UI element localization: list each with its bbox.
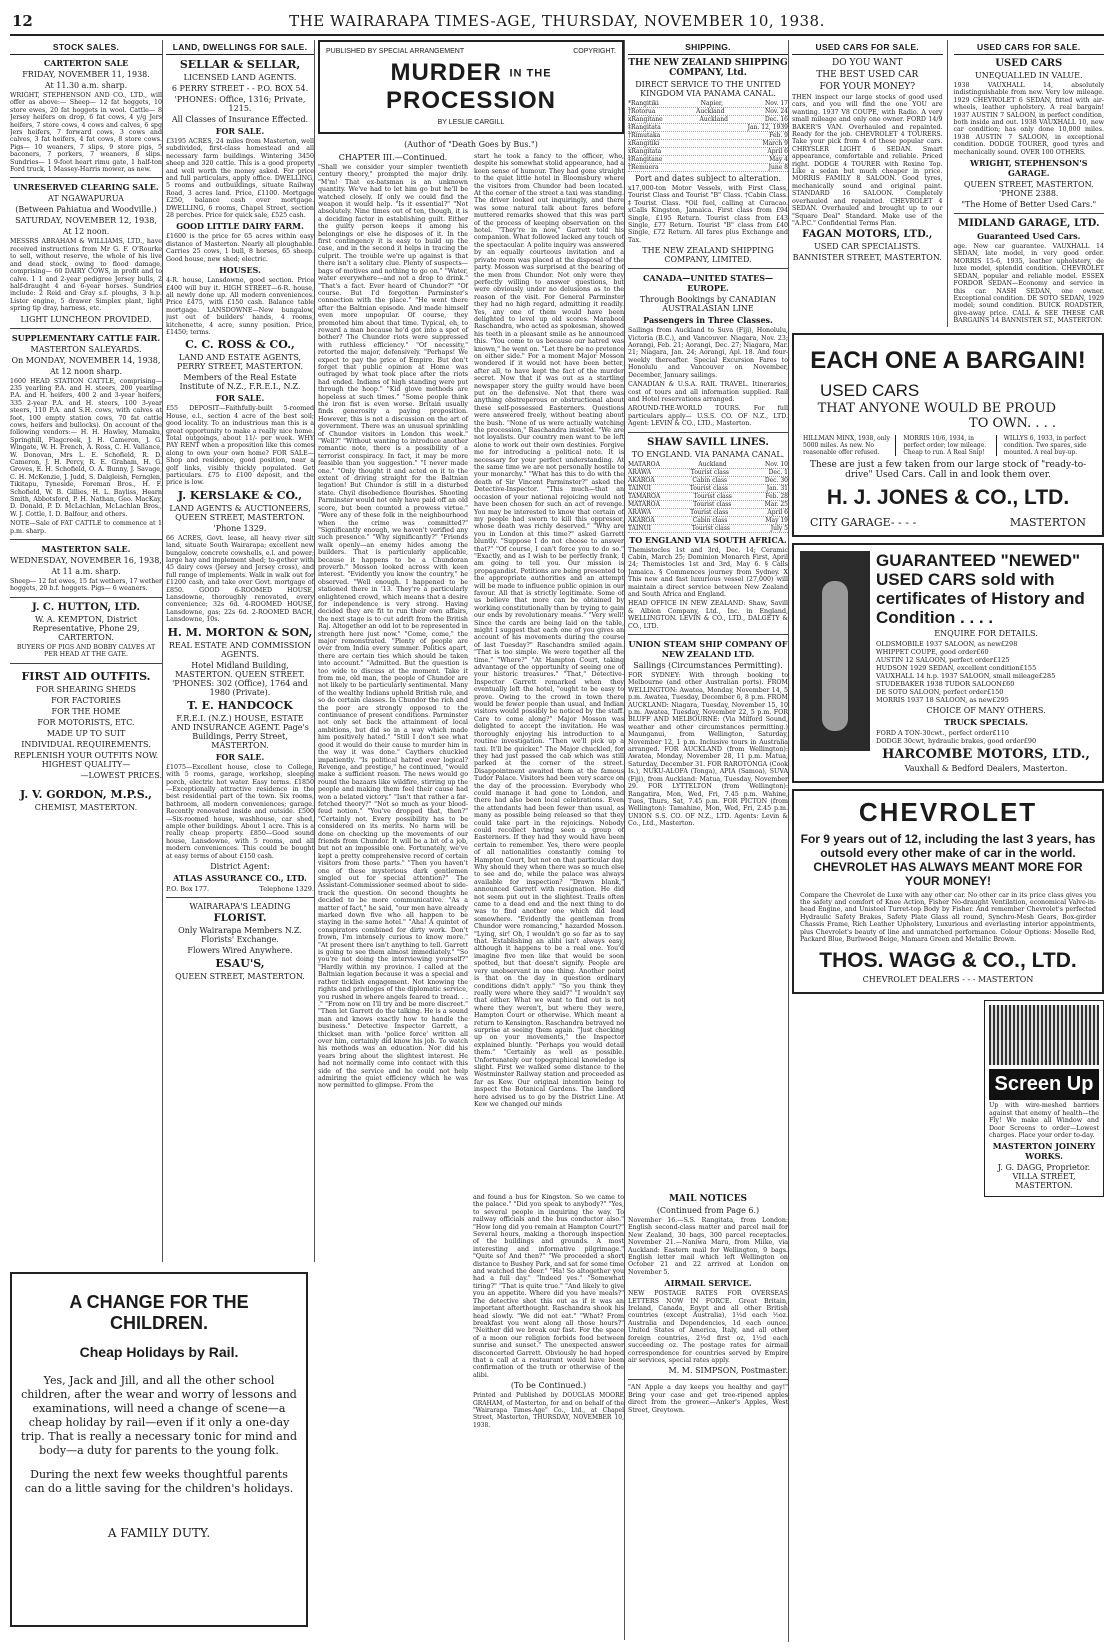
- table-row: [628, 124, 788, 132]
- fagan-subtitle: USED CAR SPECIALISTS.: [814, 242, 921, 252]
- table-cell: Nov. 24: [765, 108, 788, 115]
- table-cell: Nov. 17: [764, 100, 788, 107]
- hutton-representative: W. A. KEMPTON, District Representative, Phone 29, CARTERTON.: [32, 614, 140, 642]
- sellar-body: £3195 ACRES, 24 miles from Masterton, well subdivided, first-class homestead and all necessary farm buildings. Wintering 3450 sheep and 320 cattle. This is a good property and well worth the money asked. For price and full particulars, apply office. DWELLING, 5 rooms and outbuildings, situate Railway Road, 3 acres land. Price, £1100. Mortgage £250, balance cash over mortgage. DWELLING, 6 rooms, Chapel Street, section 28 perches. Price for quick sale, £525 cash.: [166, 138, 314, 220]
- morton-subtitle: REAL ESTATE AND COMMISSION AGENTS.: [168, 640, 312, 659]
- table-cell: Dec. 1: [768, 468, 788, 476]
- table-cell: *Rangitiki: [628, 100, 659, 107]
- midland-subtitle: Guaranteed Used Cars.: [977, 231, 1081, 242]
- shaw-savill-subtitle: TO ENGLAND. VIA PANAMA CANAL.: [631, 449, 785, 459]
- serial-to-be-continued: (To be Continued.): [510, 1381, 587, 1391]
- table-cell: ARAWA: [628, 468, 652, 476]
- table-row: [876, 640, 1096, 648]
- handcock-subtitle: F.R.E.I. (N.Z.) HOUSE, ESTATE AND INSURANCE AGENT. Page's Buildings, Perry Street, MASTERTON.: [171, 713, 309, 750]
- masterton-saleyards-body: 1600 HEAD STATION CATTLE, comprising— 235 yearling P.A. and H. steers, 200 yearling P.A. and H. heifers, 400 2 and 3-year heifers, 335 2-year P.A. and H. steers, 100 3-year steers, 110 P.A. and S.H. cows, with calves at foot, 100 empty station cows, 70 fat cattle cows, heifers and bullocks). On account of the following vendors:— H. H. Hawley, Mamaku, Springhill, Flagcreek, J. H. Cameron, J. G. Wingate, W. H. French, A. Ross, C. H. Vallance, W. Donovan, Mrs L. E. Schofield, R. D. Cameron, J. H. Percy, R. E. Graham, H. G. Groves, E. H. Schofield, O. A. Bunny, J. Savage, C. H. McKenzie, J. Judd, S. Dalgleish, Fernglen, Tikitapu, Tyneside, Foreman Bros., H. F. Schofield, W. B. Gillies, H. L. Bayliss, Hearn Smith, Abbotsford, P. H. Nathan, Geo. MacKay, D. Donald, P. D. McLachlan, McLachlan Bros., W. J. Cottle, I. D. Balfour, and others.: [10, 377, 162, 518]
- screen-up-firm: MASTERTON JOINERY WORKS.: [992, 1141, 1096, 1162]
- screen-up-advert: [984, 1000, 1104, 1197]
- table-row: [628, 100, 788, 108]
- masterton-saleyards-time: At 12 noon sharp.: [49, 366, 123, 376]
- ross-subtitle: LAND AND ESTATE AGENTS, PERRY STREET, MASTERTON.: [176, 353, 304, 372]
- atlas-name: ATLAS ASSURANCE CO., LTD.: [173, 872, 307, 883]
- mail-notices-title: MAIL NOTICES: [668, 1194, 748, 1204]
- ross-name: C. C. ROSS & CO.,: [185, 338, 295, 352]
- table-cell: AKAROA: [628, 516, 655, 524]
- serial-columns: [318, 151, 624, 1110]
- morton-address: Hotel Midland Building, MASTERTON. QUEEN STREET. 'PHONES: 302 (Office), 1764 and 1980 (Private).: [172, 660, 308, 697]
- mail-notices: [628, 1192, 789, 1642]
- table-cell: £285: [1038, 671, 1056, 680]
- shaw-head-office: HEAD OFFICE IN NEW ZEALAND: Shaw, Savill & Albion Company, Ltd., Inc. in England, WELLINGTON. LEVIN & CO., LTD., DALGETY & CO., LTD.: [628, 600, 788, 630]
- houses-body: 4-R. house, Lansdowne, good section. Price £400 will buy it. HIGH STREET—6-R. house, all newly done up. All modern conveniences. Price £475, with £150 cash. Balance table mortgage. LANSDOWNE—New bungalow, just out of builders' hands, 4 rooms, kitchenette, 4 acre, sunny position. Price, £1450; terms.: [166, 277, 314, 336]
- rail-ad-footer: A FAMILY DUTY.: [107, 1526, 211, 1540]
- handcock-for-sale: FOR SALE.: [215, 751, 265, 762]
- table-cell: †Rimutaka: [628, 132, 661, 139]
- serial-title-b: PROCESSION: [385, 87, 557, 114]
- rail-ad-paragraph-2: During the next few weeks thoughtful parents can do a little saving for the children's holidays.: [24, 1468, 294, 1495]
- first-aid-replenish: REPLENISH YOUR OUTFITS NOW. HIGHEST QUALITY—: [13, 750, 159, 769]
- canada-title: CANADA—UNITED STATES—EUROPE.: [643, 273, 773, 294]
- table-cell: April 6: [767, 508, 788, 516]
- table-cell: £60: [976, 647, 989, 656]
- table-cell: Feb. 28: [765, 492, 788, 500]
- ngawapurua-title: AT NGAWAPURUA: [48, 194, 124, 204]
- bargain-used-cars: USED CARS: [820, 380, 920, 400]
- kerslake-name: J. KERSLAKE & CO.,: [177, 488, 303, 502]
- table-cell: WHIPPET COUPE, good order: [876, 647, 977, 656]
- rail-holiday-advert: [10, 1272, 308, 1627]
- used-cars-heading-left: USED CARS FOR SALE.: [792, 40, 943, 55]
- wright-advert: [954, 40, 1105, 327]
- airmail-body: NEW POSTAGE RATES FOR OVERSEAS LETTERS NOW IN FORCE. Great Britain, Ireland, Canada, Egypt and all other British countries (except Australia), 1½d each ½oz. Australia and Dependencies, 1d each ounce. United States of America, Italy, and all other foreign countries, 2½d first oz, 1½d each succeeding oz. The postage rates for airmail correspondence for countries served by Empire air services, special rates apply.: [628, 1290, 788, 1364]
- esaus-lead: WAIRARAPA'S LEADING: [189, 901, 291, 911]
- table-cell: Tourist class: [693, 492, 732, 500]
- first-aid-item: FOR SHEARING SHEDS: [35, 684, 137, 694]
- table-cell: Tourist class: [690, 508, 729, 516]
- esaus-name: ESAU'S,: [215, 956, 265, 970]
- table-cell: £90: [1023, 736, 1037, 745]
- sellar-phones: 'PHONES: Office, 1316; Private, 1215.: [174, 95, 306, 113]
- newspaper-title: THE WAIRARAPA TIMES-AGE, THURSDAY, NOVEMBER 10, 1938.: [289, 12, 825, 30]
- table-cell: Jan. 31: [766, 484, 788, 492]
- table-cell: Dec. 30: [764, 476, 788, 484]
- ross-members: Members of the Real Estate Institute of N.Z., F.R.E.I., N.Z.: [179, 373, 301, 392]
- district-agent: District Agent:: [210, 861, 270, 871]
- table-row: [628, 461, 788, 469]
- mail-notices-body: November 16.—S.S. Rangitata, from London: English second-class matter and parcel mail for New Zealand, 30 bags, 300 parcel receptacles. November 21.—Naniwa Maru, from Miike, via Auckland: Eastern mail for Wellington, 9 bags. English letter mail which left Wellington on October 21 and 22 arrived at London on November 5.: [628, 1217, 788, 1276]
- masterton-saleyards-note: NOTE—Sale of FAT CATTLE to commence at 1 p.m. sharp.: [10, 520, 162, 535]
- harcombe-enquire: ENQUIRE FOR DETAILS.: [934, 628, 1038, 638]
- screen-up-headline: Screen Up: [989, 1069, 1099, 1100]
- esaus-florist: FLORIST.: [213, 912, 267, 924]
- sellar-name: SELLAR & SELLAR,: [179, 58, 301, 71]
- table-cell: Jan. 12, 1939: [747, 124, 788, 131]
- serial-continuation: [473, 1192, 624, 1632]
- bargain-place-b: MASTERTON: [1009, 515, 1086, 529]
- ross-for-sale: FOR SALE.: [215, 393, 265, 404]
- esaus-flowers: Flowers Wired Anywhere.: [187, 945, 293, 955]
- fagan-q1: DO YOU WANT: [832, 58, 903, 68]
- shipping-heading: SHIPPING.: [628, 40, 788, 55]
- esaus-address: QUEEN STREET, MASTERTON.: [175, 971, 305, 981]
- table-cell: £150: [986, 687, 1004, 696]
- gordon-subtitle: CHEMIST, MASTERTON.: [34, 802, 138, 812]
- serial-title-box: [318, 40, 624, 134]
- harcombe-body: [876, 551, 1096, 775]
- table-cell: ‡Rangitata: [628, 124, 661, 131]
- nz-shipping-name: THE NEW ZEALAND SHIPPING COMPANY, Ltd.: [628, 58, 788, 78]
- table-cell: xRangitata: [628, 148, 662, 155]
- screen-mesh-illustration: [989, 1005, 1099, 1065]
- masterton-sale-body: Sheep— 12 fat ewes, 15 fat wethers, 17 wether hoggets, 20 b.f. hoggets. Pigs— 6 weaners.: [10, 578, 162, 593]
- carterton-sale-body: WRIGHT, STEPHENSON AND CO., LTD., will offer as above:— Sheep— 12 fat hoggets, 10 store ewes, 20 fat hoggets in wool. Cattle— 8 Jersey heifers on drop, 6 fat cows, 4 y/g Jers heifers, 7 store cows, 4 cows and calves, 6 spg Jers heifers, 7 forward cows, 3 cows and calves, 3 fat heifers, 4 fat cows, 8 store cows. Pigs— 10 weaners, 7 slips, 9 store pigs, 5 baconers, 7 porkers, 7 weaners, 8 slips. Sundries— 1 9-foot heart rimu gate, 1 half-ton Ford truck, 1 Massey-Harris mower, as new.: [10, 92, 162, 174]
- carterton-sale-title: CARTERTON SALE: [43, 58, 129, 68]
- fagan-body: THEN inspect our large stocks of good used cars, and you will find the one YOU are wanting. 1937 V8 COUPE, with Radio. A very small mileage and only one owner. FORD 14/9 BAKER'S VAN. Overhauled and repainted. Ready for the job. CHEVROLET 4 TOURERS. Take your pick from 4 of these popular cars. CHRYSLER LIGHT 6 SEDAN. Smart appearance, comfortable and reliable. Priced right. DODGE 4 TOURER with Rexine Top. Like a sedan but much cheaper in price. MORRIS FAMILY 8 SALOON. Good tyres, mechanically sound and original paint. STANDARD 16 SALOON. Completely overhauled and repainted. CHEVROLET 4 SEDAN. Overhauled and brought up to our "Square Deal" Standard. Make use of the "A.P.C." Confidential Terms Plan.: [792, 94, 943, 227]
- union-body: FOR SYDNEY: With through booking to Melbourne (and other Australian ports). FROM WELLINGTON: Awatea, Monday, November 14, 5 p.m. Awatea, Tuesday, December 6, 8 p.m. FROM AUCKLAND: Niagara, Tuesday, November 15, 10 p.m. Awatea, Tuesday, November 22, 5 p.m. FOR BLUFF AND MELBOURNE: (Via Milford Sound, weather and other circumstances permitting.) Maunganui, from Wellington, Saturday, November 12, 1 p.m. Inclusive tours in Australia arranged. FOR AUCKLAND (from Wellington): Awatea, Monday, November 28, 11 p.m. Matua, Saturday, December 31. FOR RAROTONGA (Cook Is.), NUKU-ALOFA (Tonga), APIA (Samoa), SUVA (Fiji), from Auckland: Matua, Tuesday, November 29. FOR LYTTELTON (from Wellington): Rangatira, Mon, Wed, Fri, 7.45 p.m. Wahine, Tues, Thurs, Sat, 7.45 p.m. FOR PICTON (from Wellington): Tamahine, Mon, Wed, Fri, 2.45 p.m. UNION S.S. CO. OF N.Z., LTD. Agents: Levin & Co., Ltd., Masterton.: [628, 672, 788, 828]
- table-cell: OLDSMOBILE 1937 SALOON, as new: [876, 639, 1001, 648]
- harcombe-dealers: Vauxhall & Bedford Dealers, Masterton.: [904, 763, 1068, 773]
- union-subtitle: Sailings (Circumstances Permitting).: [633, 661, 783, 670]
- ross-body: £55 DEPOSIT—Faithfully-built 5-roomed House, e.l., section 4 acre of the best soil; good locality. To an industrious man this is a great opportunity to make a really nice home. Total outgoings, about 11/- per week. WHY PAY RENT when a proposition like this comes along to own your own home? FOR SALE—Shop and residence, good position, near a golf links, visibly thickly populated. Get particulars. £75 to £100 deposit, and the price is low.: [166, 405, 314, 487]
- atlas-box: P.O. Box 177.: [166, 884, 210, 893]
- table-cell: April 6: [767, 148, 788, 155]
- serial-author: BY LESLIE CARGILL: [437, 119, 505, 126]
- canada-subtitle: Through Bookings by CANADIAN AUSTRALASIAN LINE: [639, 295, 777, 314]
- harcombe-trucks: TRUCK SPECIALS.: [944, 716, 1028, 727]
- ngawapurua-body: MESSRS ABRAHAM & WILLIAMS, LTD., have received instructions from Mr G. F. O'Rourke to sell, without reserve, the whole of his live and dead stock, owing to flood damage, comprising— 60 DAIRY COWS, in profit and to calve. 1 1 and 2-year pedigree Jersey bulls, 2 half-draught 4 and 6-year horses. Sundries include: 2 Reid and Gray s.f. ploughs, 3 h.p. Lister engine, 5 drawer Simplex plant, light spring tip dray, harness, etc.: [10, 238, 162, 313]
- masterton-saleyards-date: On MONDAY, NOVEMBER 14, 1938,: [11, 355, 161, 365]
- table-row: [628, 469, 788, 477]
- table-row: [876, 672, 1096, 680]
- atlas-phone: Telephone 1329.: [259, 884, 314, 893]
- first-aid-lowest: —LOWEST PRICES.: [80, 770, 162, 780]
- mail-notices-subtitle: (Continued from Page 6.): [656, 1206, 760, 1215]
- table-row: [628, 148, 788, 156]
- table-row: [628, 485, 788, 493]
- clearing-sale-title: UNRESERVED CLEARING SALE.: [13, 182, 159, 193]
- table-cell: May 19: [765, 516, 788, 524]
- table-row: [628, 140, 788, 148]
- table-row: [876, 680, 1096, 688]
- fagan-q2: THE BEST USED CAR: [816, 70, 919, 80]
- table-row: [628, 493, 788, 501]
- shaw-savill-name: SHAW SAVILL LINES.: [647, 436, 769, 448]
- canada-rail: CANADIAN & U.S.A. RAIL TRAVEL. Itineraries, cost of tours and all information supplied. Rail and Hotel reservations arranged.: [628, 381, 788, 403]
- land-heading: LAND, DWELLINGS FOR SALE.: [166, 40, 314, 55]
- first-aid-item: INDIVIDUAL REQUIREMENTS.: [21, 739, 151, 749]
- bargain-proud: THAT ANYONE WOULD BE PROUD TO OWN. . . .: [817, 400, 1056, 431]
- apple-notice: "AN Apple a day keeps you healthy and gay!" Bring your case and get tree-ripened apples direct from the grower.—Anker's Apples, West Street, Greytown.: [628, 1384, 788, 1414]
- table-cell: †Remuera: [628, 164, 659, 171]
- wright-address: QUEEN STREET, MASTERTON. 'PHONE 2388.: [963, 180, 1094, 199]
- used-cars-column: [792, 40, 1104, 1640]
- table-cell: xRangitane: [628, 116, 663, 123]
- dairy-farm-body: £1600 is the price for 65 acres within easy distance of Masterton. Nearly all ploughable. Carries 25 cows, 1 bull, 8 horses, 65 sheep. Good house, new shed; electric.: [166, 233, 314, 263]
- dairy-farm-title: GOOD LITTLE DAIRY FARM.: [176, 221, 304, 232]
- rail-ad-paragraph-1: Yes, Jack and Jill, and all the other school children, after the wear and worry of lessons and examinations, will need a change of scene—a cheap holiday by rail—even if it only a one-day trip. That is really a necessary tonic for mind and body—a duty for parents to the young folk.: [20, 1374, 297, 1457]
- masthead: [10, 8, 1104, 36]
- wright-body: 1938 VAUXHALL 14, absolutely indistinguishable from new. Very low mileage. 1929 CHEVROLET 6 SEDAN, fitted with air-wheels, leather upholstery. A real bargain! 1937 AUSTIN 7 SALOON, in perfect condition, both inside and out. 1938 VAUXHALL 10, new car condition; has only done 10,000 miles. 1938 AUSTIN 7 SALOON, in exceptional condition. DODGE TOURER, good tyres and mechanically sound. OVER 100 OTHERS.: [953, 82, 1104, 156]
- fagan-address: BANNISTER STREET, MASTERTON.: [792, 253, 942, 263]
- table-cell: ARAWA: [628, 508, 652, 516]
- shaw-savill-table: [628, 461, 788, 533]
- table-cell: STUDEBAKER 1938 TUDOR SALOON: [876, 679, 1002, 688]
- nz-shipping-note: Port and dates subject to alteration.: [634, 174, 782, 183]
- serial-author-note: (Author of "Death Goes by Bus."): [404, 140, 538, 149]
- wright-title: USED CARS: [995, 58, 1063, 69]
- masterton-sale-time: At 11 a.m. sharp.: [51, 567, 121, 577]
- table-cell: TAINUI: [628, 524, 652, 532]
- bargain-items: [800, 435, 1096, 456]
- sellar-for-sale: FOR SALE.: [215, 126, 265, 136]
- fagan-name: FAGAN MOTORS, LTD.,: [802, 229, 933, 241]
- table-row: [876, 656, 1096, 664]
- table-row: [628, 108, 788, 116]
- carterton-sale-date: FRIDAY, NOVEMBER 11, 1938.: [22, 70, 150, 79]
- chevrolet-body: Compare the Chevrolet de Luxe with any other car. No other car in its price class gives you the safety and comfort of Knee Action, Fisher No-draught Ventilation, economical Valve-in-head Engine, and Unisteel Turret-top Body by Fisher. And remember Chevrolet's perfected Hydraulic Safety Brakes, Safety Plate Glass all round, Synchro-Mesh Gears, Box-girder Chassis Frame, Rich Leather Upholstery, Luxurious and everlasting interior appointments, plus Chevrolet's beauty of line and unmatched performance. Colour Options: Moselle Red, Packard Blue, Burlwood Beige, Mamara Green and Metallic Brown.: [800, 891, 1096, 943]
- table-row: [876, 729, 1096, 737]
- chevrolet-headline: CHEVROLET: [858, 796, 1038, 827]
- rail-ad-title: A CHANGE FOR THE CHILDREN.: [69, 1292, 249, 1333]
- table-cell: £295: [992, 695, 1009, 704]
- table-row: [876, 664, 1096, 672]
- table-cell: £110: [992, 728, 1009, 737]
- esaus-only: Only Wairarapa Members N.Z. Florists' Exchange.: [178, 925, 302, 944]
- table-cell: AUSTIN 12 SALOON, perfect order: [876, 655, 993, 664]
- midland-body: age. New car guarantee. VAUXHALL 14 SEDAN, late model, in very good order. MORRIS 15-6, 1935, leather upholstery, de luxe model, splendid condition. CHEVROLET SEDAN, popular and reliable model. ESSEX FORDOR SEDAN—Economy and service in this car. NASH SEDAN, one owner. Exceptional condition. DE SOTO SEDAN, 1929 model; sound condition. BUICK ROADSTER, give-away price. CALL & SEE THESE CAR BARGAINS 14 BANNISTER ST., MASTERTON.: [953, 243, 1104, 325]
- serial-chapter: CHAPTER III.—Continued.: [338, 153, 448, 162]
- chevrolet-subhead: For 9 years out of 12, including the last 3 years, has outsold every other make of car in the world. CHEVROLET HAS ALWAYS MEANT MORE FOR YOUR MONEY!: [800, 831, 1096, 888]
- table-cell: June 8: [768, 164, 788, 171]
- supplementary-fair-title: SUPPLEMENTARY CATTLE FAIR.: [11, 332, 161, 343]
- table-row: [876, 648, 1096, 656]
- table-cell: ‡Rangitane: [628, 156, 663, 163]
- table-cell: Cabin class: [692, 516, 728, 524]
- table-cell: Auckland: [698, 460, 727, 468]
- page-number: 12: [12, 12, 33, 30]
- table-cell: AKAROA: [628, 476, 655, 484]
- midland-name: MIDLAND GARAGE, LTD.: [958, 218, 1100, 230]
- table-cell: TAINUI: [628, 484, 652, 492]
- stock-sales-column: [10, 40, 163, 1262]
- table-cell: DE SOTO SALOON, perfect order: [876, 687, 987, 696]
- shaw-south-africa: TO ENGLAND VIA SOUTH AFRICA.: [629, 534, 787, 545]
- masterton-sale-date: WEDNESDAY, NOVEMBER 16, 1938,: [10, 556, 162, 566]
- gordon-name: J. V. GORDON, M.P.S.,: [19, 787, 153, 801]
- used-cars-top: [792, 40, 1104, 327]
- kerslake-body: 66 ACRES, Govt. lease, all heavy river silt land, situate South Wairarapa; excellent new bungalow, concrete cowshells, e.l. and power; large hay and implement shed; to-gether with 45 dairy cows (Jersey and Jersey cross), and full range of implements. Walk in walk out for £1200 cash, and take over Govt. mortgage of £850. GOOD 6-ROOMED HOUSE, Lansdowne, thoroughly renovated, every convenience; 32s 6d. 4-ROOMED HOUSE, Lansdowne, gas; 22s 6d. 2-ROOMED BACH, Lansdowne, 10s.: [166, 534, 314, 624]
- ngawapurua-date: SATURDAY, NOVEMBER 12, 1938,: [15, 216, 157, 226]
- bargain-item: WILLYS 6, 1933, in perfect condition. Two spares, side mounted. A real buy-up.: [1003, 434, 1087, 456]
- table-cell: £155: [1019, 663, 1037, 672]
- table-cell: †Rotorua: [628, 108, 656, 115]
- table-cell: FORD A TON-30cwt., perfect order: [876, 728, 993, 737]
- table-row: [628, 116, 788, 124]
- table-cell: DODGE 30cwt, hydraulic brakes, good order: [876, 736, 1024, 745]
- harcombe-headline: GUARANTEED "NEWED" USED CARS sold with certificates of History and Condition . . . .: [876, 550, 1085, 627]
- first-aid-title: FIRST AID OUTFITS.: [21, 669, 151, 683]
- serial-right-column: [474, 151, 624, 1110]
- table-cell: Dec. 16: [764, 116, 788, 123]
- table-cell: Napier,: [700, 100, 723, 107]
- table-row: [876, 688, 1096, 696]
- masterton-saleyards-title: MASTERTON SALEYARDS.: [30, 344, 142, 354]
- table-cell: VAUXHALL 14 h.p. 1937 SALOON, small mileage: [876, 671, 1039, 680]
- serial-title-a: MURDER: [390, 59, 502, 86]
- printed-by: Printed and Published by DOUGLAS MOORE GRAHAM, of Masterton, for and on behalf of the "Wairarapa Times-Age" Co., Ltd., at Chapel Street, Masterton, THURSDAY, NOVEMBER 10, 1938.: [473, 1392, 624, 1429]
- serial-copyright: COPYRIGHT.: [573, 48, 616, 55]
- wright-subtitle: UNEQUALLED IN VALUE.: [974, 71, 1083, 80]
- table-cell: £298: [1000, 639, 1018, 648]
- table-cell: MATAROA: [628, 500, 660, 508]
- houses-title: HOUSES.: [219, 265, 261, 276]
- stock-sales-heading: STOCK SALES.: [10, 40, 162, 55]
- ngawapurua-time: At 12 noon.: [62, 227, 110, 237]
- table-cell: March 9: [762, 140, 788, 147]
- table-row: [876, 737, 1096, 745]
- table-row: [876, 696, 1096, 704]
- screen-up-body: Up with wire-meshed barriers against that enemy of health—the Fly! We make all Window and Door Screens to order—Lowest charges. Place your order to-day.: [989, 1102, 1099, 1139]
- chevrolet-firm: THOS. WAGG & CO., LTD.: [819, 949, 1077, 973]
- nz-shipping-footer: THE NEW ZEALAND SHIPPING COMPANY, LIMITED.: [642, 246, 774, 265]
- table-cell: MORRIS 1937 18 SALOON, as new: [876, 695, 993, 704]
- wright-tagline: "The Home of Better Used Cars.": [961, 200, 1097, 210]
- serial-publish-line: [326, 48, 616, 55]
- canada-agents: AROUND-THE-WORLD TOURS. For full particulars apply— U.S.S. CO. OF N.Z., LTD. Agent: LEVIN & CO., LTD., Masterton.: [628, 405, 788, 428]
- fagan-advert: [792, 40, 948, 327]
- postmaster: M. M. SIMPSON, Postmaster.: [668, 1366, 788, 1376]
- carterton-sale-time: At 11.30 a.m. sharp.: [44, 81, 128, 90]
- table-row: [628, 164, 788, 172]
- serial-right-text: start he took a fancy to the officer, who, despite his somewhat stolid appearance, had a keen sense of humour. They had gone straight to the quiet little hotel in Bloomsbury where the visitors from Chundor had been located. At the corner of the street a taxi was standing. The driver looked out inquiringly, and there was some natural talk about fares before muttered remarks showed that this was part of the process of keeping observation on the hotel. "They're in now," Garrett told his companion. What followed lacked any touch of the spectacular. A polite inquiry was answered by an equally courteous invitation and a private room was placed at the disposal of the party. Mosson was surprised at the bearing of the men from Chundor. Not only were they perfectly willing to answer questions, but were obviously under no delusions as to the reason of the visit. For General Parminster they had no high regard, admitting it readily. Yes, any one of them would have been delighted to level up old scores. Marabool Raschandra, who acted as spokesman, showed his teeth in a pleasant smile as he announced this. "You come to us because our hatred was known," he went on. "Let there be no pretence on either side." For a moment Major Mosson wondered if it would not have been better, after all, to have kept the fact of the murder secret. Now that it was out as a startling newspaper story the guilty would have been put on the defensive. Not that there was anything obstreperous or obstructional about these self-possessed Easterners. Questions were answered freely, without beating about the bush. "None of us were actually watching the procession," Raschandra insisted. "We are not loyalists. Our country men want to be left alone to work out their own destinies. Forgive me for introducing a political note. It is necessary for your perfect understanding. At the same time we are not personally hostile to your monarchy." "What has this to do with the death of Sir Vincent Parminster?" asked the Detective-Inspector. "This much—that an occasion of your national rejoicing would not have been chosen for such an act of revenge. You may be interested to know that certain of my people had sworn to kill this oppressor, whose death was richly deserved." "Why are you in London at this time?" asked Garrett bluntly. "Suppose I do not choose to answer that?" "Of course, I can't force you to do so." "Exactly, and as I wish to be perfectly frank, I am going to tell you. Our mission is propagandist. Petitions are being presented to the appropriate authorities and an attempt will be made to influence public opinion in our favour. All that is strictly legitimate. Some of us believe that more can be obtained by working constitutionally than by trying to gain our ends by revolutionary means." "Very well! Since the cards are being laid on the table, might I suggest that each one of you gives an account of his movements during the course of last Tuesday?" Raschandra smiled again. "That is too simple. We were together all the time." "Where?" "At Hampton Court, taking advantage of the opportunity of seeing one of your historic treasures." "That," Detective-Inspector Garrett remarked when they eventually left the hotel, "ought to be easy to prove. Owing to the crowd in town there would be fewer people than usual, and Indian visitors would possibly be noticed by the staff. Care to come along?" Major Mosson was delighted to accept the invitation. He was thoroughly enjoying his introduction to a routine investigation. "Then we'll pick up a taxi. It'll be quicker." The Major chuckled, for they had just passed the cab which was still parked at the corner of the street. Disappointment awaited them at the famous Tudor Palace. Visitors had been very scarce on the day of the procession. Everybody who could manage it had gone to London, and there had also been local celebrations. Even the attendants had been fewer than usual, as many as possible being released so that they could take part in the rejoicings. Nobody could recollect having seen a group of Easterners. If they had they would have been certain to remember. Yes, there were people of all nationalities constantly coming to Hampton Court, but not on that particular day. Why should they when there was so much else to see and do, while the palace was always available for inspection? "Drawn blank," announced Garrett with resignation. He did not seem put out in the slightest. Trails often came to a dead end and the next thing to do was to find another one which did lead somewhere. "Evidently the gentleman from Chundor were romancing," hazarded Mosson. "Lying, sir! Oh, I wouldn't go so far as to say that. Establishing an alibi isn't always easy, although it happens to be a real one. You'd imagine five men like that would be soon spotted, but that doesn't signify. People are very unobservant in one thing. Another point is that on the day in question ordinary conditions didn't apply." "So you think they really were where they said?" "I wouldn't say that either. What we want to find out is not where they weren't, but where they were, Hampton Court or otherwise. Which meant a return to Kensington. Raschandra betrayed no surprise at seeing them again. "Just checking up on your movements," the Inspector explained bluntly. "Perhaps you would detail them." "Certainly as well as possible. Unfortunately our topographical knowledge is slight. First we walked some distance to the Westminster Railway station and proceeded as far as Kew. Our original intention being to inspect the Botanical Gardens. The landlord here advised us to go by the District Line. At Kew we changed our minds: [474, 153, 624, 1108]
- table-cell: £60: [1002, 679, 1015, 688]
- kerslake-subtitle: LAND AGENTS & AUCTIONEERS, QUEEN STREET, MASTERTON.: [169, 503, 311, 522]
- table-cell: Tourist class: [690, 468, 729, 476]
- harcombe-truck-list: [876, 729, 1096, 745]
- table-cell: July 5: [770, 524, 788, 532]
- table-row: [628, 132, 788, 140]
- table-row: [628, 509, 788, 517]
- screen-up-proprietor: J. G. DAGG, Proprietor. VILLA STREET, MASTERTON.: [997, 1163, 1091, 1191]
- bargain-item: HILLMAN MINX, 1938, only 5000 miles. As new. No reasonable offer refused.: [800, 435, 896, 456]
- hutton-name: J. C. HUTTON, LTD.: [32, 601, 140, 613]
- table-cell: Nov. 10: [765, 460, 788, 468]
- ngawapurua-subtitle: (Between Pahiatua and Woodville.): [15, 205, 157, 215]
- chevrolet-advert: [792, 789, 1104, 995]
- harcombe-choice: CHOICE OF MANY OTHERS.: [926, 705, 1046, 715]
- table-cell: Mar. 25: [764, 500, 788, 508]
- serial-left-column: [318, 151, 468, 1110]
- bargain-place-a: CITY GARAGE- - - -: [810, 515, 917, 529]
- table-row: [628, 156, 788, 164]
- nz-shipping-table: [628, 100, 788, 172]
- handcock-name: T. E. HANDCOCK: [187, 698, 293, 712]
- morton-name: H. M. MORTON & SON,: [167, 625, 313, 639]
- serial-title: [326, 59, 616, 115]
- kerslake-phone: 'Phone 1329.: [213, 523, 267, 533]
- sellar-subtitle: LICENSED LAND AGENTS.: [183, 73, 297, 82]
- table-row: [628, 525, 788, 533]
- bargain-line: These are just a few taken from our large stock of "ready-to-drive" Used Cars. Call in and look them over.: [809, 459, 1087, 480]
- jones-bargain-advert: [792, 333, 1104, 537]
- first-aid-item: FOR MOTORISTS, ETC.: [37, 717, 135, 727]
- sellar-address: 6 PERRY STREET - - P.O. BOX 54.: [171, 84, 309, 93]
- table-cell: Cabin class: [692, 476, 728, 484]
- first-aid-item: FOR FACTORIES: [51, 695, 121, 705]
- handcock-body: £1075—Excellent house, close to College, with 5 rooms, garage, workshop, sleeping porch, electric hot water. Easy terms. £1850—Exceptionally attractive residence in the best residential part of the town. Six rooms, bathroom, all modern conveniences; garage. Recently renovated inside and outside. £500—Six-roomed house, washhouse, car shed, ample other buildings. About 1 acre. This is a really cheap property. £850—Good sound house, Lansdowne, with 5 rooms, and all modern conveniences. This could be bought at easy terms of about £150 cash.: [166, 763, 314, 860]
- sellar-insurance: All Classes of Insurance Effected.: [171, 115, 309, 124]
- hutton-body: BUYERS OF PIGS AND BOBBY CALVES AT PER HEAD AT THE GATE.: [16, 643, 156, 659]
- table-cell: HUDSON 1929 SEDAN, excellent condition: [876, 663, 1020, 672]
- harcombe-advert: [792, 543, 1104, 783]
- serial-published: PUBLISHED BY SPECIAL ARRANGEMENT: [326, 48, 465, 55]
- shaw-south-africa-body: Themistocles 1st and 3rd, Dec. 14; Ceramic Cabin, March 25; Dominion Monarch First, April 24; Themistocles 1st and 3rd, May 6. § Calls Jamaica. § Commences journey from Sydney. X This new and fast luxurious vessel (27,000) will maintain a direct service between New Zealand and South Africa and England.: [628, 546, 788, 598]
- table-cell: Auckland: [699, 116, 728, 123]
- union-name: UNION STEAM SHIP COMPANY OF NEW ZEALAND LTD.: [628, 639, 788, 659]
- table-cell: xRangitiki: [628, 140, 660, 147]
- canada-body: Sailings from Auckland to Suva (Fiji), Honolulu, Victoria (B.C.), and Vancouver. Niagara, Nov. 23; Aorangi, Feb. 21; Aorangi, Dec. 27; Niagara, Mar. 21; Niagara, Jan. 24; Aorangi, Apl. 18. And four-weekly thereafter. Special Excursion Fares to Honolulu and Vancouver on November, December, January sailings.: [628, 327, 788, 379]
- serial-left-text: "Shall we consider your simpler twentieth century theory," prompted the major drily. "M'm! That ex-batsman is an unknown quantity. We've had to let him go but he'll be watched closely. If only we could find the weapon it would help. "Is it essential?" "Not absolutely. Nine times out of ten, though, it is a deciding factor in establishing guilt. Either the guilty person keeps it among his belongings or else he disposes of it. In the first contingency it is easy to build up the case, and in the second it helps in tracing the culprit. The trouble we're up against is that there isn't a solitary clue. Plenty of suspects—bags of motives and nothing to go on." "Water, water everywhere—and not a drop to drink." "That's a fact. Ever heard of Chundor?" "Of course. But I'd forgotten Parminster's connection with the place." "He went there after the Baltnian episode. And made himself even more unpopular. Of course, they promoted him about that time. Typical, eh, to reward a man because he'd got into a spot of bother? The Chundor riots were suppressed with ruthless efficiency." "Of necessity," retorted the major, defensively. "Perhaps! We expect to pay the price of Empire. But don't forget that public opinion at Home was outraged by what took place after the riots had ended. Indians of high standing were put through the hoop." "Kid glove methods are hopeless at such times." "Some people think the iron fist is even worse. Britain usually finds generosity a paying proposition. However, this is not a discussion on the art of government. There was an unusual sprinkling of Chundor visitors in London this week." "Well?" "Without wanting to introduce another romantic note, there is a possibility of a terrorist conspiracy. In fact, it may be more feasible than you suggestion." "I never made one." "Only thought it and acted on it to the extent of driving straight for the Baltnian legation! But Chundor is still in a disturbed state. Chyil disobedience flourishes. Shooting Parminster would not only have paid off an old score, but been counted a prowess virtue." "Were any of these folk in the neighbourhood when the crime was committed?" "Significantly enough, we haven't verified any such presence." "Why significantly?" "Friends walk openly—an enemy hides among the builders. That is particularly applicable, because it happens to be a Chundoran proverb." Mosson looked across with keen interest. "Evidently you know the country," he observed. "Well enough. I happened to be stationed there in '13. They're a particularly enlightened crowd, which means that a desire for independence is very strong. Having decided they are fit to run their own affairs, the next stage is to cut adrift from the British Raj. Altogether an odd lot to be represented in strength here just now." "Come, come," the major remonstrated. "Plenty of people are over from India every summer. Politics apart, there are certain ties which should be taken into account." "Admitted. But the question is too wide to discuss at the moment. Take it from me, old man, the people of Chundor are not likely to be particularly sentimental. Many of the wealthy Indians uphold British rule, and so do certain classes. In Chundor the rich and the poor are strongly opposed to the continuance of present conditions. Parminster not only set back the attainment of local ambitions, but did so in a way which made him positively hated." "Still I don't see what good it would do their cause to murder him in the way it was done." Caythers chuckled impatiently. "Is political hatred ever logical? Revenge, and prestige," he continued, "would make a sufficient reason. The news would go round the bazaars like wildfire, stirring up the people and making them feel their cause had won a belated victory." "Isn't that rather a far-fetched theory?" "Not so much as your blood-feud notion." "You've dropped that, then?" "Certainly not. Every possibility has to be considered on its merits. No harm will be done on checking up the movements of our friends from Chundor. It will be a bit of a job, but not an impossible one. Fortunately, we've kept a pretty comprehensive record of certain visitors from those parts." "Then you haven't one of these mysterious dark gentlemen singled out for special attention?" The Assistant-Commissioner seemed about to side-track the question. On second thoughts he decided to be more communicative. "As a matter of fact," he said, "our men have already marked down five who all happen to be staying in the same hotel." "Aha! A quintet of conspirators combined for dirty work. Don't frown, I'm intensely curious to know more." "At present there isn't anything to tell. Garrett is going to see them almost immediately." "So you're not doing the interviewing yourself?" "Hardly within my province. I called at the Baltnian legation because it was a special and rather ticklish engagement. Not knowing the rights and privileges of the diplomatic service, you rushed in where angels feared to tread. . . ." "From now on I'll try and be more discreet." "Then let Garrett do the talking. He is a sound man and knows exactly how to handle the business." Detective Inspector Garrett, a thickset man with 'police force' written all over him, certainly did know his job. To watch his methods was an education. Nor did his years bring about the slightest interest. He had not normally come into contact with this side of the service and he could not help admiring the quiet efficiency which he was now permitted to glimpse. From the: [318, 164, 468, 1090]
- table-row: [628, 477, 788, 485]
- fagan-q3: FOR YOUR MONEY?: [819, 82, 916, 92]
- land-dwellings-column: [166, 40, 315, 1262]
- first-aid-list: [10, 685, 162, 749]
- table-row: [628, 517, 788, 525]
- atlas-contact: [166, 885, 314, 893]
- harcombe-firm: HARCOMBE MOTORS, LTD.,: [882, 746, 1090, 762]
- masterton-sale-title: MASTERTON SALE.: [41, 544, 131, 555]
- table-cell: Tourist class: [691, 524, 730, 532]
- rail-ad-subtitle: Cheap Holidays by Rail.: [79, 1344, 239, 1360]
- table-cell: Auckland: [696, 108, 725, 115]
- chevrolet-dealers: CHEVROLET DEALERS - - - MASTERTON: [862, 975, 1034, 985]
- table-cell: TAMAROA: [628, 492, 661, 500]
- airmail-title: AIRMAIL SERVICE.: [664, 1278, 752, 1289]
- bargain-firm: H. J. JONES & CO., LTD.: [826, 485, 1070, 509]
- canada-passengers: Passengers in Three Classes.: [643, 315, 773, 326]
- used-cars-bottom: [792, 1000, 1104, 1197]
- first-aid-item: FOR THE HOME: [51, 706, 121, 716]
- table-cell: Tourist class: [693, 500, 732, 508]
- table-cell: Tourist class: [689, 484, 728, 492]
- used-cars-heading-right: USED CARS FOR SALE.: [954, 40, 1105, 55]
- nz-shipping-subtitle: DIRECT SERVICE TO THE UNITED KINGDOM VIA PANAMA CANAL.: [635, 80, 781, 98]
- luncheon-note: LIGHT LUNCHEON PROVIDED.: [20, 314, 152, 324]
- harcombe-price-list: [876, 640, 1096, 704]
- first-aid-item: MADE UP TO SUIT: [46, 728, 126, 738]
- table-cell: MATAROA: [628, 460, 660, 468]
- table-cell: £125: [992, 655, 1010, 664]
- table-cell: May 4: [769, 156, 788, 163]
- harcombe-figure-illustration: [800, 551, 870, 751]
- serial-cont-text: and found a bus for Kingston. So we came to the palace." "Did you speak to anybody?" "Yes, to several people in inquiring the way. To railway officials and the bus conductor also." "How long did you remain at Hampton Court?" Several hours, making a thorough inspection of the buildings and grounds. A most interesting and informative pilgrimage." "Quite so! And then?" "We proceeded a short distance to Bushey Park, and sat for some time and watched the deer." "Ha! So altogether you had a full day." "Indeed yes." "Somewhat tiring?" "That is quite true." "And likely to give you an appetite. Where did you have meals?" The detective shot this out as if it was an important afterthought. Raschandra shook his head slowly. "We did not eat." "What? From breakfast you went along all those hours?" "Neither did we break our fast. For the space of a moon our religion forbids food between sunrise and sunset." The unexpected answer disconcerted Garrett. Obviously he had hoped that a call at a restaurant would have been confirmation of the truth or otherwise of the alibi.: [473, 1194, 624, 1379]
- wright-name: WRIGHT, STEPHENSON'S GARAGE.: [969, 158, 1088, 179]
- bargain-item: MORRIS 10/6, 1934, in perfect order; low mileage. Cheap to run. A Real Snip!: [900, 435, 996, 456]
- bargain-place: [800, 516, 1096, 529]
- bargain-headline: EACH ONE A BARGAIN!: [810, 346, 1086, 374]
- nz-shipping-body: x17,000-ton Motor Vessels, with First Class, Tourist Class and Tourist "B" Class. †Cabin Class. ‡Tourist Class. *Oil fuel, calling at Curacao. xCalls Kingston, Jamaica. First class from £94 Single, £195 Return. Tourist class from £43 Single, £77 Return. Tourist "B" class from £40 Single, £72 Return. All fares plus Exchange and Tax.: [628, 185, 788, 244]
- table-row: [628, 501, 788, 509]
- serial-title-in: IN THE: [509, 67, 552, 80]
- table-cell: Feb. 9: [769, 132, 788, 139]
